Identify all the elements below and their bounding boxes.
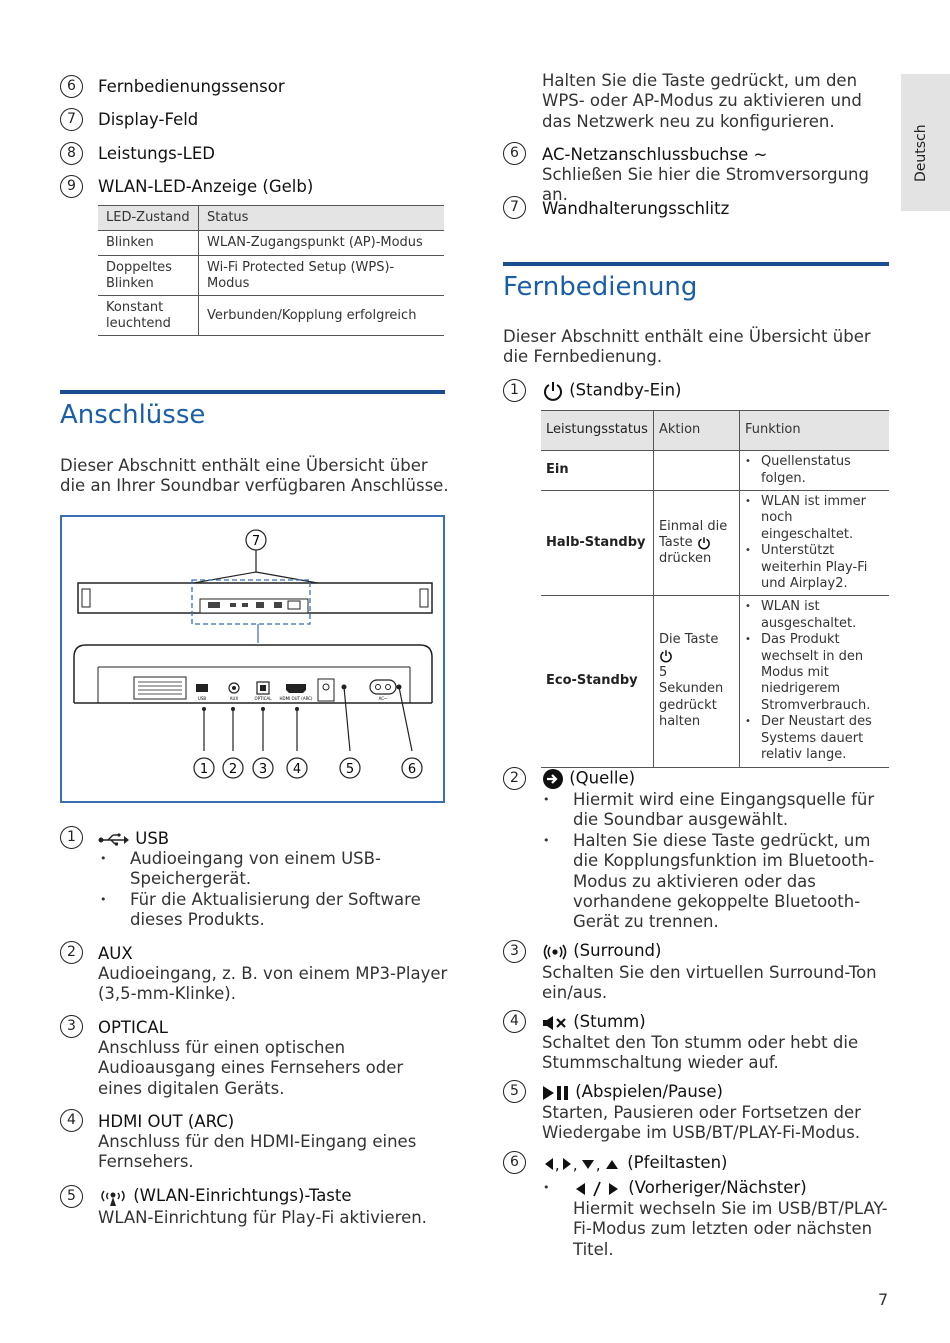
list-item: Leistungs-LED [98,144,215,163]
list-item: Fernbedienungssensor [98,77,285,96]
callout-number: 6 [503,142,526,165]
item-text: Starten, Pausieren oder Fortsetzen der Wiedergabe im USB/BT/PLAY-Fi-Modus. [542,1103,861,1143]
section-title: Fernbedienung [503,272,698,302]
item-title: (WLAN-Einrichtungs)-Taste [98,1186,352,1207]
table-header: Leistungsstatus [541,411,653,451]
item-title: AC-Netzanschlussbuchse ~ [542,145,768,164]
figure-callout-3: 3 [258,762,268,777]
table-row: Ein • Quellenstatus folgen. [541,451,889,491]
item-text: Hiermit wechseln Sie im USB/BT/PLAY-Fi-Modus zum letzten oder nächsten Titel. [573,1199,888,1259]
surround-icon [542,943,568,961]
figure-callout-6: 6 [407,762,417,777]
bullet-item: • (Vorheriger/Nächster) [573,1178,893,1198]
power-icon [542,380,564,402]
callout-number: 4 [503,1010,526,1033]
item-title: , , , (Pfeiltasten) [542,1153,727,1172]
language-tab: Deutsch [901,74,950,211]
continued-text: Halten Sie die Taste gedrückt, um den WPS- oder AP-Modus zu aktivieren und das Netzwerk neu zu konfigurieren. [542,71,862,131]
callout-number: 3 [503,940,526,963]
item-title: (Stumm) [542,1012,646,1031]
table-row: Halb-Standby Einmal die Taste drücken • WLAN ist immer noch eingeschaltet. • Unterstützt weiterhin Play-Fi und Airplay2. [541,491,889,596]
item-text: WLAN-Einrichtung für Play-Fi aktivieren. [98,1208,427,1227]
callout-number: 3 [60,1015,83,1038]
prev-next-icon [573,1181,623,1197]
item-title: HDMI OUT (ARC) [98,1112,235,1131]
port-label-usb: USB [197,696,207,701]
table-row: Doppeltes Blinken Wi-Fi Protected Setup (WPS)-Modus [98,256,444,296]
table-row: Eco-Standby Die Taste 5 Sekunden gedrückt halten • WLAN ist ausgeschaltet. • Das Produkt wechselt in den Modus mit niedrigerem Stromverbrauch. • Der Neustart des Systems dauert relativ lange. [541,596,889,767]
callout-number: 5 [60,1185,83,1208]
callout-number: 5 [503,1080,526,1103]
item-title: (Quelle) [542,768,635,790]
callout-number: 6 [60,75,83,98]
callout-number: 1 [503,379,526,402]
table-row: Blinken WLAN-Zugangspunkt (AP)-Modus [98,231,444,256]
item-title: AUX [98,944,133,963]
callout-number: 7 [60,108,83,131]
bullet-item: • Für die Aktualisierung der Software dieses Produkts. [130,890,430,931]
table-header: LED-Zustand [98,206,199,231]
section-rule [503,262,889,266]
callout-number: 8 [60,142,83,165]
port-label-hdmi: HDMI OUT (ARC) [279,696,313,701]
bullet-item: • Halten Sie diese Taste gedrückt, um die Kopplungsfunktion im Bluetooth-Modus zu aktivieren oder das vorhandene gekoppelte Bluetooth-Gerät zu trennen. [573,831,883,932]
section-title: Anschlüsse [60,400,206,430]
callout-number: 6 [503,1151,526,1174]
list-item: Display-Feld [98,110,199,129]
table-row: Konstant leuchtend Verbunden/Kopplung erfolgreich [98,296,444,336]
port-label-optical: OPTICAL [254,696,272,701]
svg-text:,: , [596,1157,601,1172]
port-label-ac: AC~ [378,696,388,701]
item-text: Audioeingang, z. B. von einem MP3-Player (3,5-mm-Klinke). [98,964,448,1004]
figure-callout-2: 2 [228,762,238,777]
wifi-setup-icon [98,1187,128,1207]
callout-number: 9 [60,175,83,198]
figure-callout-7: 7 [251,534,261,549]
item-title: (Abspielen/Pause) [542,1082,723,1101]
section-intro: Dieser Abschnitt enthält eine Übersicht über die Fernbedienung. [503,327,871,367]
power-icon [697,536,711,550]
item-text: Schalten Sie den virtuellen Surround-Ton ein/aus. [542,963,877,1003]
callout-number: 7 [503,196,526,219]
item-title: USB [98,829,169,848]
table-header: Funktion [739,411,889,451]
bullet-item: • Audioeingang von einem USB-Speichergerät. [130,849,430,890]
section-rule [60,390,445,394]
item-title: Wandhalterungsschlitz [542,199,730,218]
soundbar-diagram [62,517,443,801]
callout-number: 4 [60,1109,83,1132]
item-text: Schließen Sie hier die Stromversorgung an. [542,165,869,205]
callout-number: 2 [60,941,83,964]
callout-number: 2 [503,767,526,790]
item-text: Anschluss für einen optischen Audioausgang eines Fernsehers oder eines digitalen Geräts. [98,1038,404,1098]
usb-icon [98,833,130,847]
led-status-table [98,205,444,336]
source-icon [542,768,564,790]
item-text: Schaltet den Ton stumm oder hebt die Stummschaltung wieder auf. [542,1033,859,1073]
figure-callout-4: 4 [292,762,302,777]
table-header: Status [199,206,445,231]
item-text: Anschluss für den HDMI-Eingang eines Fernsehers. [98,1132,417,1172]
power-icon [659,649,673,663]
arrow-keys-icon [542,1156,622,1172]
figure-callout-5: 5 [345,762,355,777]
item-title: (Standby-Ein) [542,380,681,402]
figure-callout-1: 1 [199,762,209,777]
page-number: 7 [878,1290,889,1309]
svg-text:,: , [555,1157,560,1172]
callout-number: 1 [60,826,83,849]
item-title: (Surround) [542,941,661,961]
connectors-figure [60,515,445,803]
item-title: OPTICAL [98,1018,168,1037]
svg-text:,: , [573,1157,578,1172]
list-item: WLAN-LED-Anzeige (Gelb) [98,177,314,196]
port-label-aux: AUX [229,696,239,701]
play-pause-icon [542,1085,570,1101]
section-intro: Dieser Abschnitt enthält eine Übersicht über die an Ihrer Soundbar verfügbaren Anschlüsse. [60,456,449,496]
table-header: Aktion [653,411,739,451]
bullet-item: • Hiermit wird eine Eingangsquelle für die Soundbar ausgewählt. [573,790,883,831]
mute-icon [542,1015,568,1031]
power-state-table [541,410,889,768]
